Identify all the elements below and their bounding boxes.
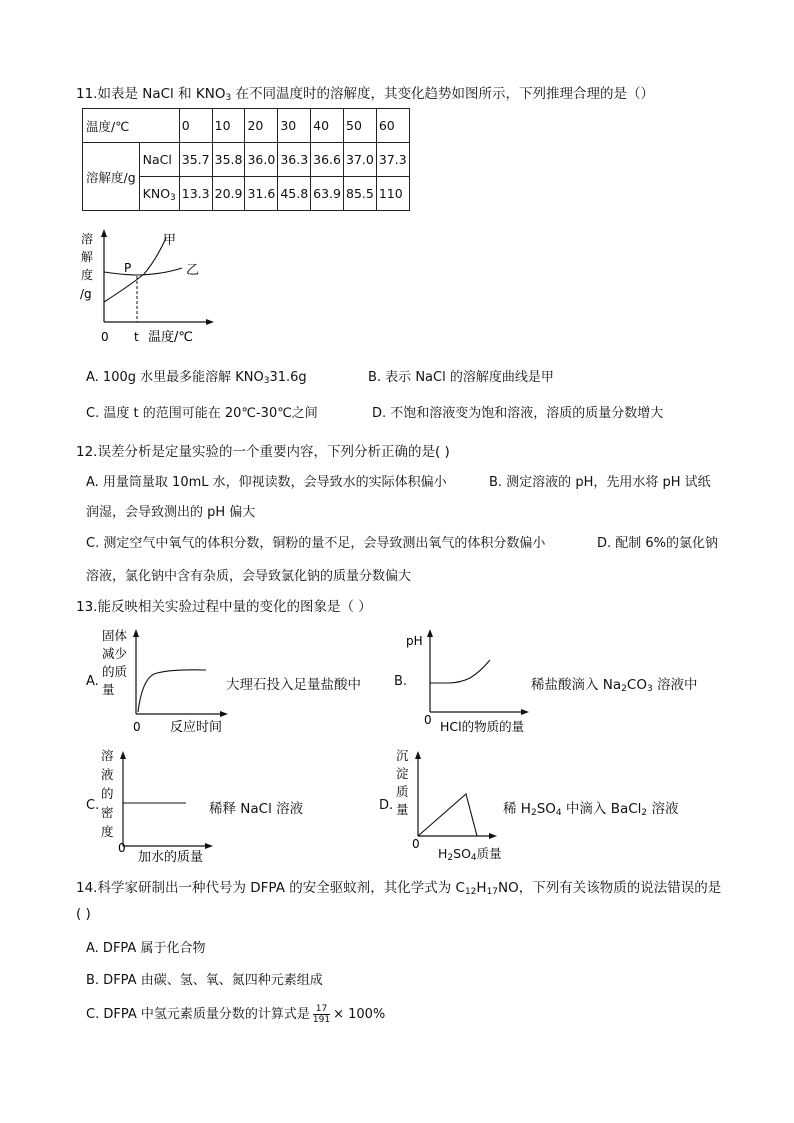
- q14-option-c[interactable]: C. DFPA 中氢元素质量分数的计算式是 $\frac{17}{191}$ × 100%: [86, 1004, 386, 1025]
- table-row: [83, 109, 410, 143]
- origin-label: 0: [133, 720, 141, 734]
- y-label: 液: [101, 767, 114, 782]
- x-axis-arrow: [206, 319, 214, 325]
- curve-d: [418, 794, 477, 836]
- t-label: t: [134, 330, 139, 344]
- q11-option-c[interactable]: C. 温度 t 的范围可能在 20℃-30℃之间: [86, 406, 318, 421]
- curve-yi-label: 乙: [186, 263, 200, 278]
- x-axis-arrow: [205, 843, 213, 849]
- curve-jia-label: 甲: [163, 233, 177, 248]
- kno3-cell: 31.6: [245, 177, 278, 211]
- y-label: /g: [80, 287, 92, 301]
- nacl-label: NaCl: [139, 143, 179, 177]
- q14-option-b[interactable]: B. DFPA 由碳、氢、氧、氮四种元素组成: [86, 973, 323, 988]
- graph-d-x-label: $H_2SO_4$质量: [438, 846, 502, 863]
- fraction: $\frac{17}{191}$: [312, 1004, 331, 1025]
- q12-option-b[interactable]: B. 测定溶液的 pH，先用水将 pH 试纸: [489, 475, 711, 490]
- origin-label: 0: [424, 713, 432, 727]
- nacl-cell: 36.0: [245, 143, 278, 177]
- x-axis-arrow: [521, 709, 529, 715]
- temp-cell: 10: [212, 109, 245, 143]
- curve-b: [430, 660, 490, 683]
- solubility-table: [82, 108, 410, 211]
- q13-d-desc: 稀 $H_2SO_4$ 中滴入 BaCl$_2$ 溶液: [503, 801, 679, 818]
- y-label: 量: [102, 682, 115, 697]
- curve-a: [138, 670, 206, 712]
- kno3-cell: 45.8: [278, 177, 311, 211]
- q11-option-a[interactable]: A. 100g 水里最多能溶解 $KNO_331.6g$: [86, 370, 307, 386]
- q12-option-c[interactable]: C. 测定空气中氧气的体积分数，铜粉的量不足，会导致测出氧气的体积分数偏小: [86, 536, 546, 551]
- y-label: 度: [101, 824, 114, 839]
- q14-stem: 14.科学家研制出一种代号为 DFPA 的安全驱蚊剂，其化学式为 $C_{12}H_{17}NO$，下列有关该物质的说法错误的是: [76, 880, 722, 897]
- y-label: 淀: [396, 766, 409, 781]
- nacl-cell: 37.3: [376, 143, 409, 177]
- y-axis-arrow: [101, 229, 107, 237]
- nacl-cell: 36.6: [311, 143, 344, 177]
- nacl-cell: 35.7: [179, 143, 212, 177]
- y-label: 的质: [102, 664, 128, 679]
- origin-label: 0: [118, 841, 126, 855]
- kno3-cell: 13.3: [179, 177, 212, 211]
- y-label: 溶: [81, 232, 94, 246]
- y-label: 的: [101, 786, 114, 801]
- q12-option-d[interactable]: D. 配制 6%的氯化钠: [597, 536, 719, 551]
- q11-option-b[interactable]: B. 表示 NaCl 的溶解度曲线是甲: [368, 370, 554, 385]
- y-label: pH: [406, 634, 423, 648]
- x-label: 反应时间: [170, 720, 223, 735]
- y-axis-arrow: [415, 751, 421, 759]
- origin-label: 0: [412, 837, 420, 851]
- origin-label: 0: [101, 330, 109, 344]
- kno3-cell: 85.5: [344, 177, 377, 211]
- x-axis-arrow: [220, 711, 228, 717]
- q11-option-d[interactable]: D. 不饱和溶液变为饱和溶液，溶质的质量分数增大: [372, 406, 664, 421]
- x-label: 温度/℃: [148, 330, 193, 345]
- temp-cell: 50: [344, 109, 377, 143]
- y-axis-arrow: [133, 629, 139, 637]
- nacl-cell: 35.8: [212, 143, 245, 177]
- solubility-graph: [74, 226, 224, 348]
- q12-option-b-cont: 润湿，会导致测出的 pH 偏大: [86, 505, 256, 520]
- q14-option-a[interactable]: A. DFPA 属于化合物: [86, 941, 206, 956]
- kno3-cell: 20.9: [212, 177, 245, 211]
- q12-stem: 12.误差分析是定量实验的一个重要内容，下列分析正确的是( ): [76, 444, 450, 460]
- point-p-label: P: [124, 261, 132, 275]
- temp-cell: 20: [245, 109, 278, 143]
- kno3-cell: 110: [376, 177, 409, 211]
- temp-cell: 60: [376, 109, 409, 143]
- q13-option-a[interactable]: A.: [86, 674, 99, 689]
- q12-option-d-cont: 溶液，氯化钠中含有杂质，会导致氯化钠的质量分数偏大: [86, 569, 412, 584]
- y-label: 减少: [102, 646, 128, 661]
- y-label: 解: [81, 250, 94, 264]
- q12-option-a[interactable]: A. 用量筒量取 10mL 水，仰视读数，会导致水的实际体积偏小: [86, 475, 447, 490]
- y-label: 溶: [101, 748, 114, 763]
- graph-b: [404, 624, 544, 738]
- temp-cell: 0: [179, 109, 212, 143]
- x-label: HCl的物质的量: [440, 719, 525, 734]
- y-label: 量: [396, 802, 409, 817]
- q13-a-desc: 大理石投入足量盐酸中: [226, 677, 361, 693]
- table-row: [83, 143, 410, 177]
- x-label: 加水的质量: [138, 850, 204, 865]
- y-axis-arrow: [427, 629, 433, 637]
- q13-option-b[interactable]: B.: [394, 674, 408, 689]
- q13-c-desc: 稀释 NaCl 溶液: [209, 801, 304, 817]
- q14-stem-cont: ( ): [76, 906, 91, 922]
- y-label: 度: [81, 268, 94, 282]
- y-label: 沉: [396, 748, 409, 763]
- curve-jia: [104, 238, 166, 302]
- solubility-label: 溶解度/g: [83, 143, 140, 211]
- y-axis-arrow: [120, 751, 126, 759]
- nacl-cell: 36.3: [278, 143, 311, 177]
- q13-b-desc: 稀盐酸滴入 $Na_2CO_3$ 溶液中: [531, 677, 698, 694]
- nacl-cell: 37.0: [344, 143, 377, 177]
- curve-yi: [104, 268, 182, 275]
- kno3-label: $KNO_3$: [139, 177, 179, 211]
- q13-option-d[interactable]: D.: [379, 798, 394, 813]
- q13-stem: 13.能反映相关实验过程中量的变化的图象是（ ）: [76, 599, 372, 615]
- q11-stem: 11.如表是 NaCl 和 $KNO_3$ 在不同温度时的溶解度，其变化趋势如图所示，下列推理合理的是（）: [76, 86, 655, 103]
- kno3-cell: 63.9: [311, 177, 344, 211]
- x-axis-arrow: [489, 833, 497, 839]
- y-label: 密: [101, 805, 114, 820]
- y-label: 质: [396, 784, 409, 799]
- temp-header: 温度/℃: [83, 109, 180, 143]
- y-label: 固体: [102, 628, 128, 643]
- temp-cell: 30: [278, 109, 311, 143]
- q13-option-c[interactable]: C.: [86, 798, 100, 813]
- temp-cell: 40: [311, 109, 344, 143]
